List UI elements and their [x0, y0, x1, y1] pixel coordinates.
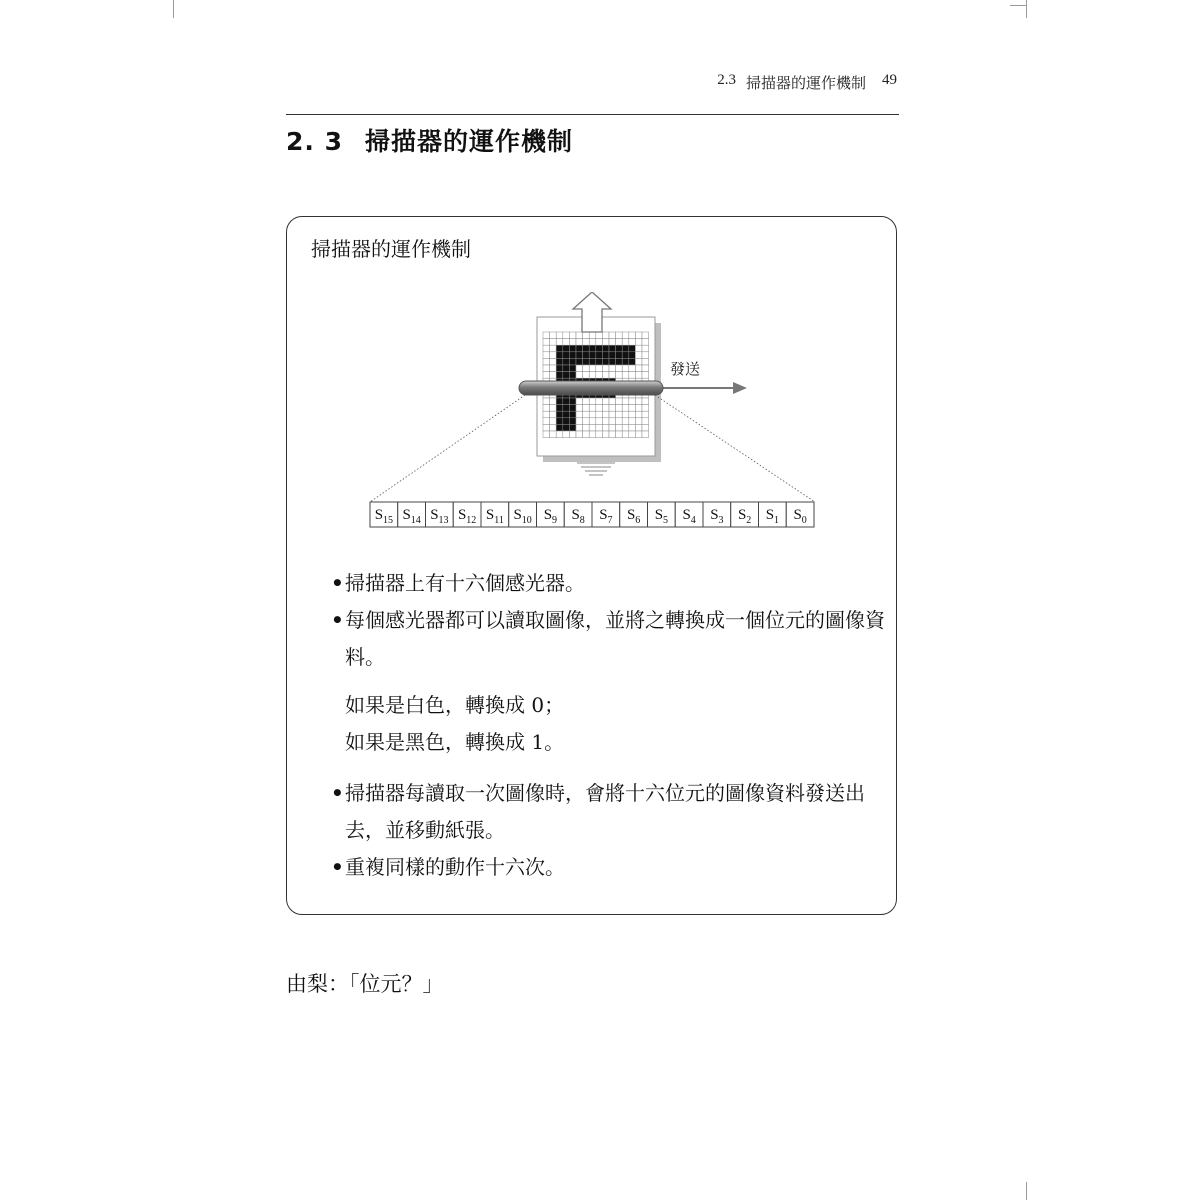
- pixel-cell: [576, 424, 583, 431]
- pixel-cell: [596, 339, 603, 346]
- pixel-cell: [622, 398, 629, 405]
- sensor-label: $S_4$: [682, 507, 696, 526]
- pixel-cell: [602, 418, 609, 425]
- pixel-cell: [596, 372, 603, 379]
- pixel-cell: [629, 424, 636, 431]
- pixel-cell: [602, 424, 609, 431]
- sensor-cell: [703, 502, 731, 527]
- pixel-cell: [616, 418, 623, 425]
- sensor-cell: [675, 502, 703, 527]
- pixel-cell: [622, 339, 629, 346]
- pixel-cell: [576, 411, 583, 418]
- pixel-cell: [569, 339, 576, 346]
- sensor-cell: [648, 502, 676, 527]
- pixel-cell: [576, 358, 583, 365]
- pixel-cell: [569, 352, 576, 359]
- pixel-cell: [616, 405, 623, 412]
- pixel-cell: [609, 411, 616, 418]
- pixel-cell: [609, 418, 616, 425]
- pixel-cell: [563, 431, 570, 438]
- pixel-cell: [635, 345, 642, 352]
- pixel-cell: [576, 332, 583, 339]
- pixel-cell: [642, 424, 649, 431]
- pixel-cell: [550, 424, 557, 431]
- pixel-cell: [576, 352, 583, 359]
- sensor-label: $S_0$: [793, 507, 807, 526]
- speaker-name: 由梨: [286, 972, 328, 996]
- pixel-cell: [563, 418, 570, 425]
- pixel-cell: [629, 345, 636, 352]
- sensor-label: $S_8$: [571, 507, 585, 526]
- pixel-cell: [622, 345, 629, 352]
- pixel-cell: [543, 339, 550, 346]
- pixel-cell: [563, 339, 570, 346]
- sensor-label: $S_6$: [626, 507, 641, 526]
- pixel-cell: [563, 411, 570, 418]
- list-item: [331, 565, 891, 602]
- pixel-cell: [635, 398, 642, 405]
- pixel-cell: [543, 411, 550, 418]
- pixel-cell: [556, 332, 563, 339]
- pixel-cell: [616, 352, 623, 359]
- ground-symbol-icon: [577, 463, 615, 475]
- pixel-cell: [622, 365, 629, 372]
- pixel-cell: [602, 339, 609, 346]
- pixel-cell: [635, 424, 642, 431]
- pixel-cell: [635, 372, 642, 379]
- pixel-cell: [583, 345, 590, 352]
- pixel-cell: [609, 352, 616, 359]
- pixel-cell: [583, 352, 590, 359]
- pixel-cell: [583, 405, 590, 412]
- pixel-cell: [589, 411, 596, 418]
- sensor-cell: [481, 502, 509, 527]
- pixel-cell: [576, 345, 583, 352]
- pixel-cell: [635, 365, 642, 372]
- pixel-cell: [616, 332, 623, 339]
- sensor-cell: [592, 502, 620, 527]
- pixel-cell: [609, 345, 616, 352]
- pixel-cell: [642, 418, 649, 425]
- pixel-cell: [629, 418, 636, 425]
- pixel-cell: [609, 332, 616, 339]
- pixel-cell: [589, 424, 596, 431]
- pixel-cell: [589, 345, 596, 352]
- pixel-cell: [602, 345, 609, 352]
- sensor-label: $S_{11}$: [485, 507, 504, 526]
- pixel-cell: [569, 411, 576, 418]
- sensor-label: $S_3$: [710, 507, 724, 526]
- pixel-cell: [556, 345, 563, 352]
- sensor-label: $S_2$: [737, 507, 752, 526]
- pixel-cell: [622, 405, 629, 412]
- pixel-cell: [569, 418, 576, 425]
- sensor-label: $S_{14}$: [402, 507, 421, 526]
- pixel-cell: [563, 372, 570, 379]
- pixel-cell: [550, 345, 557, 352]
- pixel-cell: [589, 418, 596, 425]
- pixel-cell: [576, 405, 583, 412]
- pixel-cell: [629, 372, 636, 379]
- pixel-cell: [622, 424, 629, 431]
- pixel-cell: [569, 358, 576, 365]
- pixel-cell: [550, 332, 557, 339]
- pixel-cell: [563, 332, 570, 339]
- pixel-cell: [589, 352, 596, 359]
- pixel-cell: [602, 332, 609, 339]
- section-heading: [286, 122, 573, 158]
- pixel-cell: [576, 398, 583, 405]
- pixel-cell: [550, 411, 557, 418]
- pixel-cell: [596, 431, 603, 438]
- pixel-cell: [583, 365, 590, 372]
- pixel-cell: [602, 398, 609, 405]
- pixel-cell: [602, 372, 609, 379]
- running-head-section: 2.3: [717, 72, 736, 88]
- pixel-cell: [602, 405, 609, 412]
- pixel-cell: [569, 405, 576, 412]
- pixel-cell: [616, 339, 623, 346]
- pixel-cell: [556, 411, 563, 418]
- pixel-cell: [635, 358, 642, 365]
- sensor-label: $S_{12}$: [457, 507, 477, 526]
- sensor-label: $S_{15}$: [374, 507, 394, 526]
- header-rule: [286, 114, 899, 115]
- pixel-cell: [642, 345, 649, 352]
- sensor-array: [370, 502, 814, 527]
- pixel-cell: [556, 405, 563, 412]
- bullet-dot: •: [331, 855, 344, 879]
- running-head: [717, 72, 897, 93]
- pixel-cell: [556, 365, 563, 372]
- pixel-cell: [596, 405, 603, 412]
- pixel-cell: [543, 431, 550, 438]
- pixel-cell: [596, 398, 603, 405]
- section-number: 2. 3: [286, 127, 343, 156]
- pixel-cell: [583, 418, 590, 425]
- pixel-cell: [622, 431, 629, 438]
- pixel-cell: [569, 345, 576, 352]
- scanner-diagram: [367, 292, 827, 552]
- pixel-cell: [616, 345, 623, 352]
- pixel-cell: [576, 431, 583, 438]
- note-line: 如果是白色，轉換成 0；: [345, 693, 565, 717]
- pixel-cell: [629, 339, 636, 346]
- pixel-cell: [569, 365, 576, 372]
- pixel-cell: [556, 418, 563, 425]
- pixel-cell: [583, 339, 590, 346]
- list-item-text: 掃描器上有十六個感光器。: [345, 571, 585, 595]
- pixel-cell: [596, 352, 603, 359]
- bullet-list: [331, 565, 891, 886]
- pixel-cell: [596, 365, 603, 372]
- pixel-cell: [596, 358, 603, 365]
- pixel-cell: [589, 358, 596, 365]
- sensor-cell: [731, 502, 759, 527]
- pixel-cell: [596, 332, 603, 339]
- pixel-cell: [596, 418, 603, 425]
- pixel-cell: [556, 358, 563, 365]
- sensor-label: $S_5$: [654, 507, 669, 526]
- crop-mark: [1026, 1182, 1027, 1200]
- pixel-cell: [602, 411, 609, 418]
- pixel-cell: [543, 345, 550, 352]
- pixel-cell: [589, 372, 596, 379]
- pixel-cell: [550, 372, 557, 379]
- sensor-label: $S_{10}$: [513, 507, 532, 526]
- pixel-cell: [563, 365, 570, 372]
- pixel-cell: [576, 339, 583, 346]
- pixel-cell: [616, 424, 623, 431]
- pixel-cell: [563, 345, 570, 352]
- pixel-cell: [629, 411, 636, 418]
- dialogue-text: ：「位元？」: [328, 972, 444, 996]
- scan-head-bar: [519, 381, 663, 395]
- send-arrow-head-icon: [733, 382, 747, 394]
- pixel-cell: [563, 398, 570, 405]
- pixel-cell: [609, 431, 616, 438]
- pixel-cell: [629, 431, 636, 438]
- pixel-cell: [563, 352, 570, 359]
- pixel-cell: [622, 358, 629, 365]
- pixel-cell: [563, 424, 570, 431]
- pixel-cell: [589, 431, 596, 438]
- pixel-cell: [635, 339, 642, 346]
- sensor-cell: [537, 502, 565, 527]
- pixel-cell: [543, 332, 550, 339]
- pixel-cell: [622, 411, 629, 418]
- pixel-cell: [583, 332, 590, 339]
- pixel-cell: [616, 398, 623, 405]
- pixel-cell: [576, 418, 583, 425]
- pixel-cell: [635, 352, 642, 359]
- pixel-cell: [642, 398, 649, 405]
- pixel-cell: [635, 332, 642, 339]
- pixel-cell: [563, 358, 570, 365]
- pixel-cell: [609, 424, 616, 431]
- pixel-cell: [642, 339, 649, 346]
- pixel-cell: [550, 405, 557, 412]
- pixel-cell: [589, 365, 596, 372]
- pixel-cell: [550, 398, 557, 405]
- pixel-cell: [642, 365, 649, 372]
- pixel-cell: [583, 398, 590, 405]
- pixel-cell: [642, 352, 649, 359]
- pixel-cell: [609, 405, 616, 412]
- pixel-cell: [602, 365, 609, 372]
- bullet-dot: •: [331, 608, 344, 632]
- pixel-cell: [622, 352, 629, 359]
- section-title: 掃描器的運作機制: [365, 127, 574, 156]
- list-item-text: 重複同樣的動作十六次。: [345, 855, 565, 879]
- sensor-guide-line: [655, 395, 815, 502]
- sensor-label: $S_9$: [543, 507, 558, 526]
- pixel-cell: [583, 372, 590, 379]
- pixel-cell: [602, 358, 609, 365]
- pixel-cell: [569, 332, 576, 339]
- pixel-cell: [589, 405, 596, 412]
- pixel-cell: [642, 431, 649, 438]
- pixel-cell: [629, 398, 636, 405]
- send-label: 發送: [670, 360, 701, 378]
- pixel-cell: [589, 339, 596, 346]
- list-item: [331, 849, 891, 886]
- pixel-cell: [629, 405, 636, 412]
- sensor-label: $S_{13}$: [430, 507, 449, 526]
- pixel-cell: [642, 358, 649, 365]
- pixel-cell: [556, 339, 563, 346]
- pixel-cell: [635, 431, 642, 438]
- pixel-cell: [556, 431, 563, 438]
- list-item: [331, 602, 891, 676]
- pixel-cell: [583, 411, 590, 418]
- pixel-cell: [642, 411, 649, 418]
- list-item: [331, 775, 891, 849]
- pixel-cell: [622, 332, 629, 339]
- bullet-dot: •: [331, 571, 344, 595]
- bullet-dot: •: [331, 781, 344, 805]
- pixel-cell: [629, 358, 636, 365]
- pixel-cell: [602, 352, 609, 359]
- pixel-cell: [629, 365, 636, 372]
- crop-mark: [1010, 5, 1026, 6]
- pixel-cell: [609, 372, 616, 379]
- pixel-cell: [622, 372, 629, 379]
- pixel-cell: [583, 424, 590, 431]
- pixel-cell: [609, 398, 616, 405]
- pixel-cell: [635, 418, 642, 425]
- pixel-cell: [616, 431, 623, 438]
- pixel-cell: [569, 424, 576, 431]
- list-item-text: 掃描器每讀取一次圖像時，會將十六位元的圖像資料發送出去，並移動紙張。: [345, 781, 865, 842]
- info-box: [286, 216, 897, 915]
- sensor-cell: [398, 502, 426, 527]
- pixel-cell: [543, 372, 550, 379]
- page-number: 49: [882, 72, 897, 88]
- sensor-cell: [370, 502, 398, 527]
- sensor-cell: [620, 502, 648, 527]
- pixel-cell: [556, 352, 563, 359]
- crop-mark: [1026, 0, 1027, 18]
- sensor-cell: [426, 502, 454, 527]
- pixel-cell: [609, 339, 616, 346]
- pixel-cell: [635, 405, 642, 412]
- pixel-cell: [589, 398, 596, 405]
- pixel-cell: [642, 332, 649, 339]
- pixel-cell: [576, 372, 583, 379]
- pixel-cell: [550, 352, 557, 359]
- pixel-cell: [622, 418, 629, 425]
- pixel-cell: [543, 418, 550, 425]
- sensor-cell: [509, 502, 537, 527]
- pixel-cell: [563, 405, 570, 412]
- pixel-cell: [629, 352, 636, 359]
- pixel-cell: [543, 358, 550, 365]
- sensor-cell: [564, 502, 592, 527]
- sensor-label: $S_7$: [599, 507, 613, 526]
- pixel-cell: [609, 365, 616, 372]
- pixel-cell: [616, 372, 623, 379]
- pixel-cell: [596, 345, 603, 352]
- pixel-cell: [550, 358, 557, 365]
- pixel-cell: [616, 411, 623, 418]
- sensor-cell: [786, 502, 814, 527]
- pixel-cell: [635, 411, 642, 418]
- pixel-cell: [583, 431, 590, 438]
- pixel-cell: [550, 365, 557, 372]
- pixel-cell: [556, 372, 563, 379]
- sensor-label: $S_1$: [765, 507, 780, 526]
- pixel-cell: [642, 405, 649, 412]
- pixel-cell: [609, 358, 616, 365]
- pixel-cell: [556, 398, 563, 405]
- pixel-cell: [642, 372, 649, 379]
- pixel-cell: [616, 358, 623, 365]
- pixel-cell: [596, 424, 603, 431]
- pixel-cell: [543, 405, 550, 412]
- note-line: 如果是黑色，轉換成 1。: [345, 730, 565, 754]
- sensor-guide-line: [370, 395, 525, 502]
- running-head-title: 掃描器的運作機制: [745, 76, 866, 92]
- pixel-cell: [556, 424, 563, 431]
- box-title: 掃描器的運作機制: [311, 237, 471, 261]
- pixel-cell: [616, 365, 623, 372]
- pixel-cell: [550, 418, 557, 425]
- pixel-cell: [569, 372, 576, 379]
- sensor-cell: [759, 502, 787, 527]
- pixel-cell: [602, 431, 609, 438]
- pixel-cell: [576, 365, 583, 372]
- pixel-cell: [569, 398, 576, 405]
- pixel-cell: [583, 358, 590, 365]
- pixel-cell: [596, 411, 603, 418]
- conversion-note: [331, 687, 891, 761]
- list-item-text: 每個感光器都可以讀取圖像，並將之轉換成一個位元的圖像資料。: [345, 608, 885, 669]
- pixel-cell: [543, 365, 550, 372]
- pixel-cell: [543, 398, 550, 405]
- pixel-cell: [543, 352, 550, 359]
- dialogue-line: [286, 968, 444, 998]
- pixel-cell: [589, 332, 596, 339]
- pixel-cell: [569, 431, 576, 438]
- pixel-cell: [550, 431, 557, 438]
- pixel-cell: [550, 339, 557, 346]
- pixel-cell: [629, 332, 636, 339]
- sensor-cell: [453, 502, 481, 527]
- crop-mark: [173, 0, 174, 18]
- pixel-cell: [543, 424, 550, 431]
